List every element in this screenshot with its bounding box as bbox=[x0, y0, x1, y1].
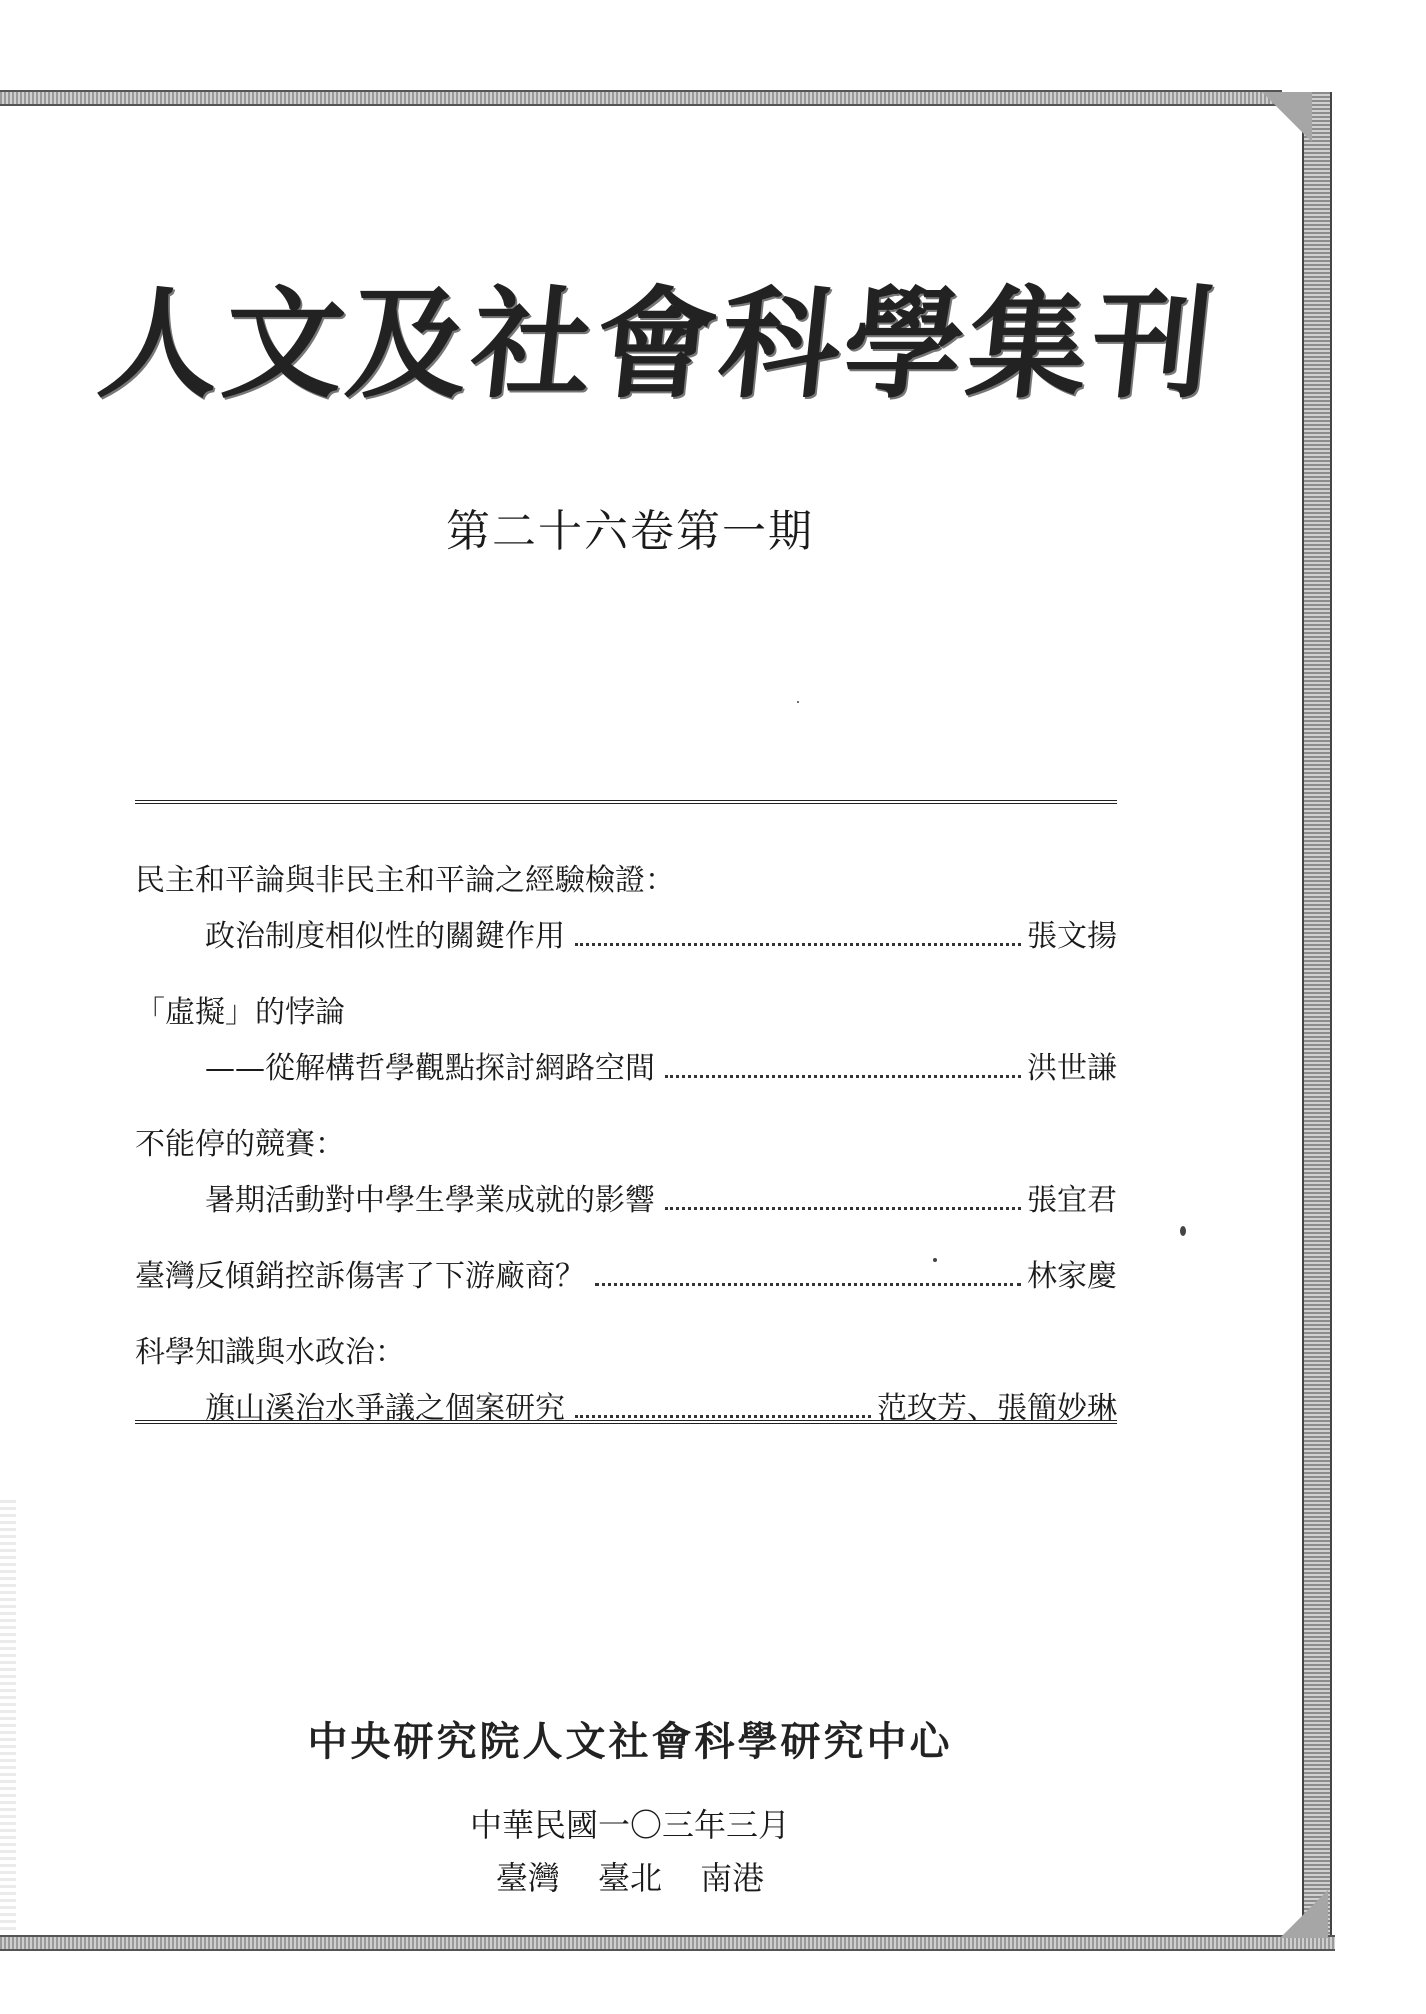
border-corner-bottom bbox=[1280, 1890, 1328, 1938]
toc-leader-dots bbox=[595, 1283, 1021, 1286]
page-border-top bbox=[0, 90, 1282, 106]
page-border-right bbox=[1302, 92, 1332, 1942]
toc-title-text: 不能停的競賽： bbox=[135, 1127, 345, 1162]
toc-bottom-rule bbox=[135, 1420, 1117, 1424]
toc-article-subtitle bbox=[135, 1041, 1117, 1097]
publication-date: 中華民國一〇三年三月 bbox=[469, 1806, 790, 1844]
toc-subtitle-text: 政治制度相似性的關鍵作用 bbox=[205, 919, 565, 954]
toc-article-subtitle bbox=[135, 1381, 1117, 1437]
toc-leader-dots bbox=[665, 1075, 1021, 1078]
publisher-name: 中央研究院人文社會科學研究中心 bbox=[307, 1718, 953, 1765]
toc-article-subtitle bbox=[135, 1173, 1117, 1229]
toc-subtitle-text: 旗山溪治水爭議之個案研究 bbox=[205, 1391, 565, 1426]
toc-top-rule bbox=[135, 800, 1117, 804]
scan-speck bbox=[797, 701, 799, 703]
toc-author: 張文揚 bbox=[1027, 919, 1117, 954]
border-corner-top bbox=[1262, 92, 1312, 142]
toc-author: 林家慶 bbox=[1027, 1259, 1117, 1294]
toc-article-title bbox=[135, 853, 1117, 909]
toc-title-text: 科學知識與水政治： bbox=[135, 1335, 405, 1370]
toc-subtitle-text: 暑期活動對中學生學業成就的影響 bbox=[205, 1183, 655, 1218]
toc-entry bbox=[135, 985, 1117, 1097]
journal-title: 人文及社會科學集刊 bbox=[92, 274, 1224, 415]
table-of-contents bbox=[135, 853, 1117, 1457]
scan-speck bbox=[933, 1258, 937, 1262]
toc-leader-dots bbox=[575, 1415, 871, 1418]
toc-leader-dots bbox=[575, 943, 1021, 946]
toc-article-subtitle bbox=[135, 909, 1117, 965]
issue-number: 第二十六卷第一期 bbox=[446, 506, 814, 557]
toc-entry bbox=[135, 1117, 1117, 1229]
toc-leader-dots bbox=[665, 1207, 1021, 1210]
page-border-bottom bbox=[0, 1935, 1335, 1951]
toc-article-title bbox=[135, 1249, 1117, 1305]
toc-article-title bbox=[135, 1325, 1117, 1381]
toc-entry bbox=[135, 1249, 1117, 1305]
toc-article-title bbox=[135, 985, 1117, 1041]
toc-author: 范玫芳、張簡妙琳 bbox=[877, 1391, 1117, 1426]
toc-entry bbox=[135, 853, 1117, 965]
toc-article-title bbox=[135, 1117, 1117, 1173]
toc-author: 洪世謙 bbox=[1027, 1051, 1117, 1086]
scan-speck bbox=[1180, 1226, 1186, 1236]
toc-title-text: 臺灣反傾銷控訴傷害了下游廠商？ bbox=[135, 1259, 585, 1294]
toc-author: 張宜君 bbox=[1027, 1183, 1117, 1218]
toc-title-text: 民主和平論與非民主和平論之經驗檢證： bbox=[135, 863, 675, 898]
publication-place: 臺灣 臺北 南港 bbox=[495, 1859, 765, 1897]
toc-subtitle-text: ——從解構哲學觀點探討網路空間 bbox=[205, 1051, 655, 1086]
toc-title-text: 「虛擬」的悖論 bbox=[135, 995, 345, 1030]
